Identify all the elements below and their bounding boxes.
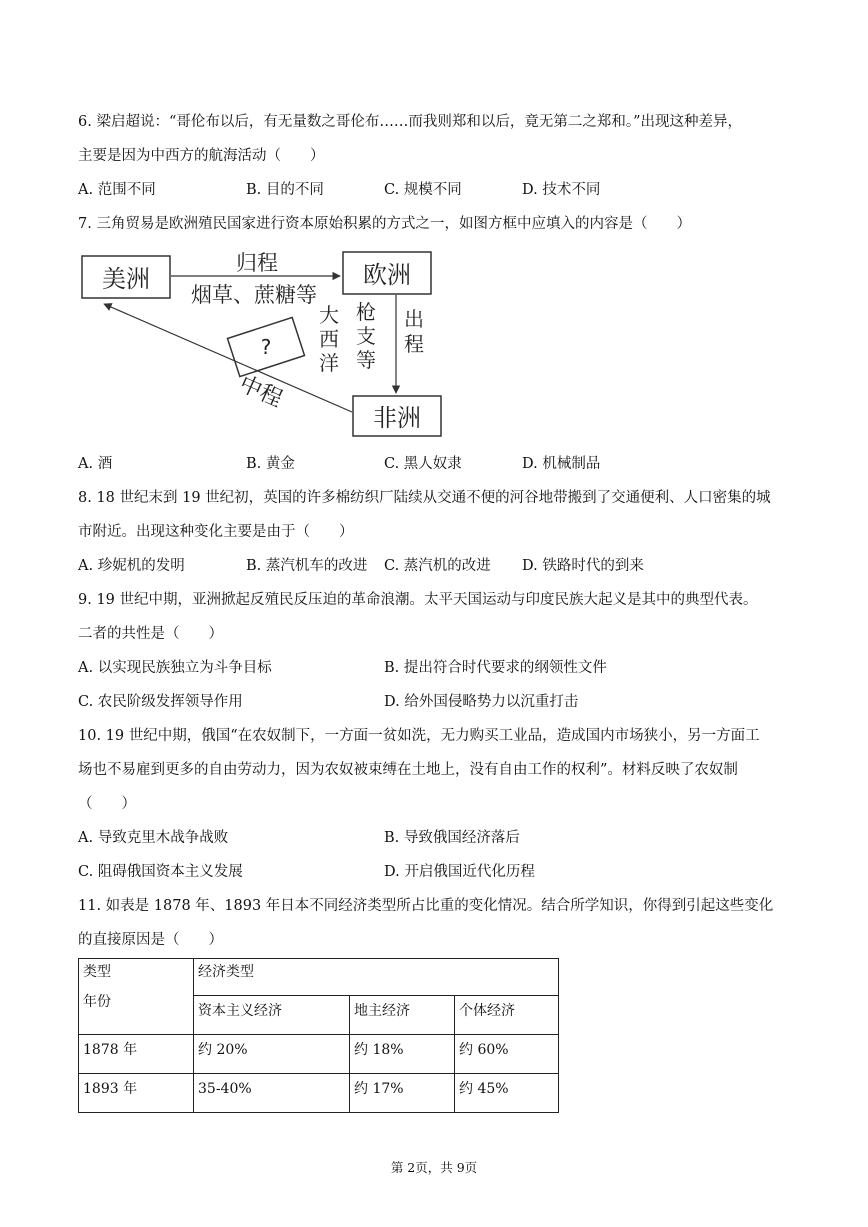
corner-type-label: 类型 [83,964,111,980]
q6-stem-line1: 6. 梁启超说：“哥伦布以后，有无量数之哥伦布……而我则郑和以后，竟无第二之郑和。”出现这种差异， [78,114,743,130]
q9-stem-line1: 9. 19 世纪中期，亚洲掀起反殖民反压迫的革命浪潮。太平天国运动与印度民族大起义是其中的典型代表。 [78,592,758,608]
column-header: 地主经济 [350,996,455,1035]
q9-option-a: A. 以实现民族独立为斗争目标 [78,660,272,676]
q10-option-c: C. 阻碍俄国资本主义发展 [78,864,243,880]
q8-option-c: C. 蒸汽机的改进 [384,558,491,574]
outbound-char-1: 出 [404,307,424,331]
table-cell: 约 18% [350,1035,455,1074]
table-cell: 约 45% [455,1074,559,1113]
q10-stem-line1: 10. 19 世纪中期，俄国“在农奴制下，一方面一贫如洗，无力购买工业品，造成国内市场狭小，另一方面工 [78,728,760,744]
row-year-cell: 1878 年 [79,1035,194,1074]
africa-label: 非洲 [373,404,421,432]
atlantic-char-2: 西 [319,327,339,351]
goods-label: 烟草、蔗糖等 [191,283,317,307]
q7-option-a: A. 酒 [78,456,113,472]
q6-option-c: C. 规模不同 [384,182,462,198]
unknown-goods-mark: ? [260,335,272,359]
q10-option-d: D. 开启俄国近代化历程 [384,864,535,880]
outbound-char-2: 程 [404,332,424,356]
q8-stem-line1: 8. 18 世纪末到 19 世纪初，英国的许多棉纺织厂陆续从交通不便的河谷地带搬到了交通便利、人口密集的城 [78,490,771,506]
guns-char-1: 枪 [356,300,376,324]
q8-option-b: B. 蒸汽机车的改进 [246,558,368,574]
table-corner-cell [79,959,194,1035]
page-footer: 第 2页，共 9页 [390,1160,478,1175]
q9-stem-line2: 二者的共性是（ ） [78,626,223,642]
q8-option-a: A. 珍妮机的发明 [78,558,185,574]
america-label: 美洲 [102,265,150,293]
q11-stem-line2: 的直接原因是（ ） [78,932,223,948]
q9-option-d: D. 给外国侵略势力以沉重打击 [384,694,579,710]
guns-char-3: 等 [356,348,376,372]
q10-option-a: A. 导致克里木战争战败 [78,830,229,846]
q7-option-c: C. 黑人奴隶 [384,456,462,472]
middle-passage-label: 中程 [235,371,286,413]
group-header-cell: 经济类型 [194,959,559,996]
table-cell: 35-40% [194,1074,350,1113]
corner-year-label: 年份 [83,994,111,1010]
q6-option-a: A. 范围不同 [78,182,156,198]
column-header: 资本主义经济 [194,996,350,1035]
europe-label: 欧洲 [363,261,411,289]
q9-option-c: C. 农民阶级发挥领导作用 [78,694,243,710]
q7-stem-line1: 7. 三角贸易是欧洲殖民国家进行资本原始积累的方式之一，如图方框中应填入的内容是（ ） [78,216,691,232]
table-row [79,1035,559,1074]
q6-option-b: B. 目的不同 [246,182,324,198]
q11-stem-line1: 11. 如表是 1878 年、1893 年日本不同经济类型所占比重的变化情况。结合所学知识，你得到引起这些变化 [78,898,774,914]
guns-char-2: 支 [356,324,376,348]
atlantic-char-3: 洋 [319,351,339,375]
table-cell: 约 60% [455,1035,559,1074]
table-cell: 约 20% [194,1035,350,1074]
q6-stem-line2: 主要是因为中西方的航海活动（ ） [78,148,325,164]
q8-option-d: D. 铁路时代的到来 [522,558,644,574]
q10-stem-line3: （ ） [78,796,136,812]
q7-option-b: B. 黄金 [246,456,295,472]
q9-option-b: B. 提出符合时代要求的纲领性文件 [384,660,607,676]
table-cell: 约 17% [350,1074,455,1113]
triangle-trade-diagram [0,0,868,460]
q10-stem-line2: 场也不易雇到更多的自由劳动力，因为农奴被束缚在土地上，没有自由工作的权利”。材料反映了农奴制 [78,762,738,778]
economy-table [78,958,559,1113]
table-row [79,1074,559,1113]
column-header: 个体经济 [455,996,559,1035]
atlantic-char-1: 大 [319,303,339,327]
q8-stem-line2: 市附近。出现这种变化主要是由于（ ） [78,524,354,540]
q7-option-d: D. 机械制品 [522,456,601,472]
return-route-label: 归程 [236,251,278,275]
middle-passage-arrow [104,304,352,412]
q6-option-d: D. 技术不同 [522,182,601,198]
row-year-cell: 1893 年 [79,1074,194,1113]
q10-option-b: B. 导致俄国经济落后 [384,830,520,846]
